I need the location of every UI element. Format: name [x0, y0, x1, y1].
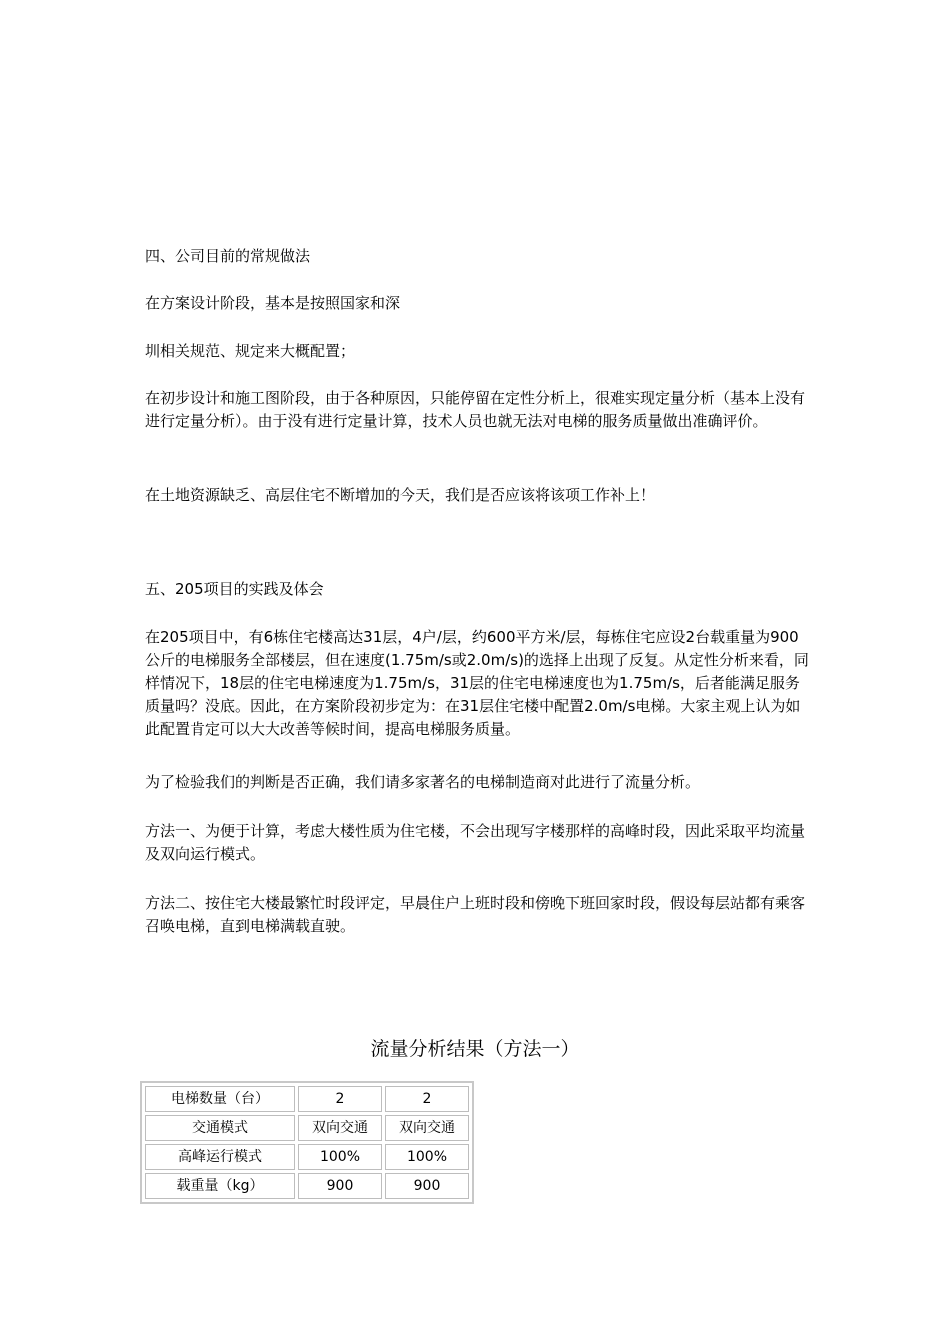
section-5-heading: 五、205项目的实践及体会: [145, 580, 324, 598]
section-4-paragraph: 在土地资源缺乏、高层住宅不断增加的今天，我们是否应该将该项工作补上！: [145, 486, 656, 504]
section-5-paragraph: 在205项目中，有6栋住宅楼高达31层，4户/层，约600平方米/层，每栋住宅应设2台载重量为900公斤的电梯服务全部楼层，但在速度(1.75m/s或2.0m/s)的选择上出现了反复。从定性分析来看，同样情况下，18层的住宅电梯速度为1.75m/s，31层的住宅电梯速度也为1.75m/s，后者能满足服务质量吗？没底。因此，在方案阶段初步定为：在31层住宅楼中配置2.0m/s电梯。大家主观上认为如此配置肯定可以大大改善等候时间，提高电梯服务质量。: [145, 628, 809, 738]
results-table: [142, 1083, 472, 1202]
table-row: [145, 1115, 469, 1141]
section-5-paragraph: 为了检验我们的判断是否正确，我们请多家著名的电梯制造商对此进行了流量分析。: [145, 773, 701, 791]
table-cell: 电梯数量（台）: [145, 1086, 295, 1112]
section-4-heading: 四、公司目前的常规做法: [145, 247, 311, 265]
table-cell: 2: [385, 1086, 469, 1112]
table-row: [145, 1086, 469, 1112]
table-title: 流量分析结果（方法一）: [370, 1038, 580, 1060]
section-5-paragraph: 方法一、为便于计算，考虑大楼性质为住宅楼，不会出现写字楼那样的高峰时段，因此采取平均流量及双向运行模式。: [145, 822, 806, 863]
table-cell: 900: [298, 1173, 382, 1199]
table-cell: 100%: [298, 1144, 382, 1170]
table-cell: 100%: [385, 1144, 469, 1170]
section-4-paragraph: 在方案设计阶段，基本是按照国家和深: [145, 294, 401, 312]
section-4-paragraph: 在初步设计和施工图阶段，由于各种原因，只能停留在定性分析上，很难实现定量分析（基本上没有进行定量分析）。由于没有进行定量计算，技术人员也就无法对电梯的服务质量做出准确评价。: [145, 389, 806, 430]
table-cell: 交通模式: [145, 1115, 295, 1141]
table-row: [145, 1144, 469, 1170]
table-cell: 载重量（kg）: [145, 1173, 295, 1199]
table-cell: 2: [298, 1086, 382, 1112]
table-row: [145, 1173, 469, 1199]
section-4-paragraph: 圳相关规范、规定来大概配置；: [145, 342, 356, 360]
table-cell: 900: [385, 1173, 469, 1199]
table-cell: 双向交通: [298, 1115, 382, 1141]
results-table-frame: [140, 1081, 474, 1204]
table-cell: 双向交通: [385, 1115, 469, 1141]
section-5-paragraph: 方法二、按住宅大楼最繁忙时段评定，早晨住户上班时段和傍晚下班回家时段，假设每层站都有乘客召唤电梯，直到电梯满载直驶。: [145, 894, 806, 935]
table-cell: 高峰运行模式: [145, 1144, 295, 1170]
